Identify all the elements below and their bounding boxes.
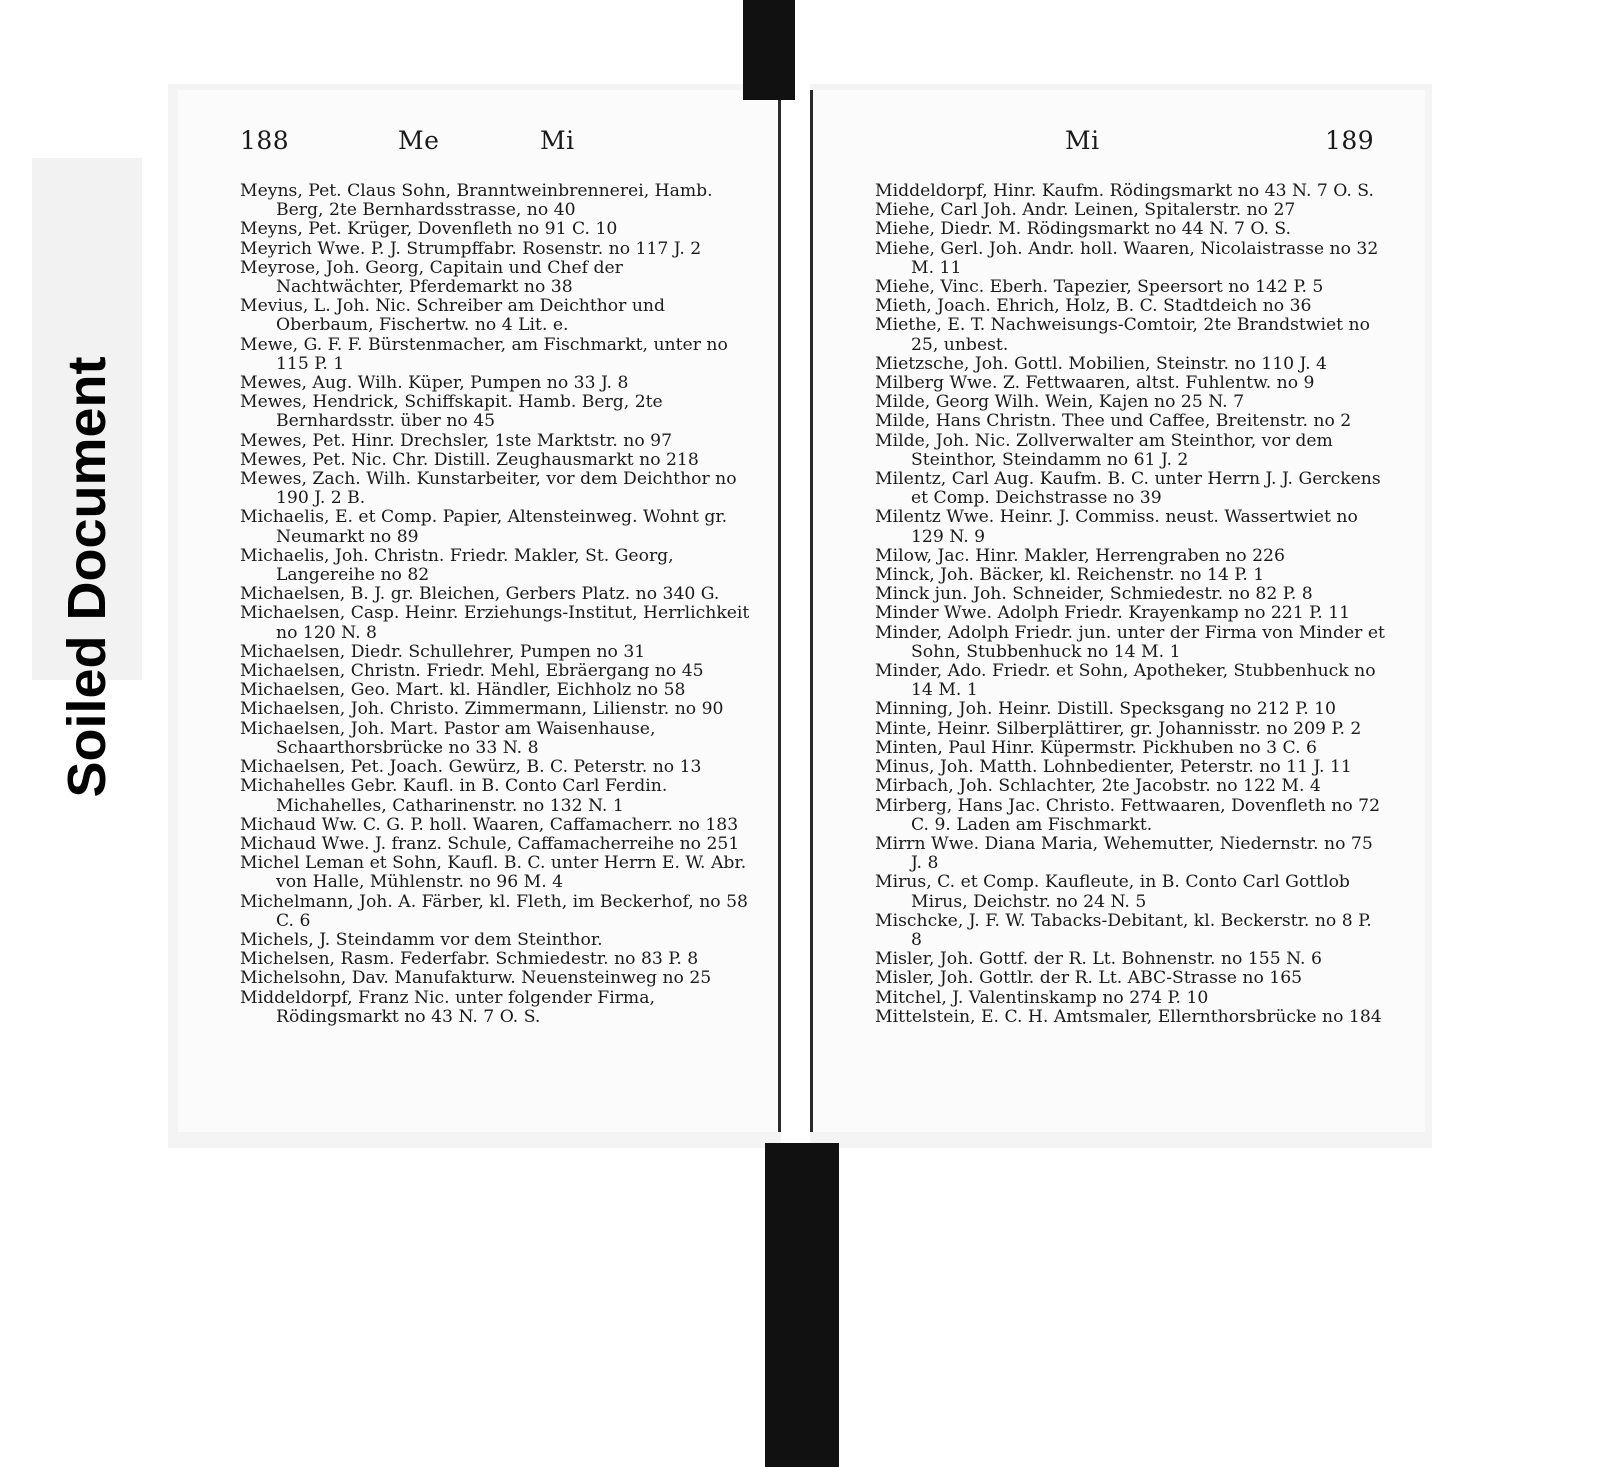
directory-entry: Mirrn Wwe. Diana Maria, Wehemutter, Niedernstr. no 75 J. 8: [875, 833, 1373, 874]
directory-entry: Milberg Wwe. Z. Fettwaaren, altst. Fuhlentw. no 9: [875, 373, 1315, 394]
right-header-mi: Mi: [1065, 126, 1100, 155]
open-book-scan: [168, 84, 1432, 1148]
directory-entry: Mirus, C. et Comp. Kaufleute, in B. Conto Carl Gottlob Mirus, Deichstr. no 24 N. 5: [875, 872, 1350, 912]
directory-entry: Michaud Wwe. J. franz. Schule, Caffamacherreihe no 251: [240, 833, 740, 854]
directory-entry: Michel Leman et Sohn, Kaufl. B. C. unter Herrn E. W. Abr. von Halle, Mühlenstr. no 96 M. 4: [240, 853, 747, 893]
directory-entry: Michaelsen, Pet. Joach. Gewürz, B. C. Peterstr. no 13: [240, 757, 702, 778]
directory-entry: Meyns, Pet. Claus Sohn, Branntweinbrennerei, Hamb. Berg, 2te Bernhardsstrasse, no 40: [240, 181, 713, 221]
directory-entry: Minder, Adolph Friedr. jun. unter der Firma von Minder et Sohn, Stubbenhuck no 14 M. 1: [875, 622, 1385, 662]
right-entry-list: [875, 182, 1385, 1027]
directory-entry: Misler, Joh. Gottlr. der R. Lt. ABC-Strasse no 165: [875, 968, 1303, 989]
directory-entry: Minder, Ado. Friedr. et Sohn, Apotheker, Stubbenhuck no 14 M. 1: [875, 661, 1376, 701]
directory-entry: Mietzsche, Joh. Gottl. Mobilien, Steinstr. no 110 J. 4: [875, 353, 1327, 374]
directory-entry: Middeldorpf, Hinr. Kaufm. Rödingsmarkt no 43 N. 7 O. S.: [875, 181, 1374, 201]
directory-entry: Minten, Paul Hinr. Küpermstr. Pickhuben no 3 C. 6: [875, 737, 1317, 758]
directory-entry: Miehe, Vinc. Eberh. Tapezier, Speersort no 142 P. 5: [875, 277, 1324, 298]
directory-entry: Meyrose, Joh. Georg, Capitain und Chef der Nachtwächter, Pferdemarkt no 38: [240, 257, 623, 298]
directory-entry: Minck jun. Joh. Schneider, Schmiedestr. no 82 P. 8: [875, 584, 1313, 605]
directory-entry: Michaelsen, B. J. gr. Bleichen, Gerbers Platz. no 340 G.: [240, 584, 720, 605]
directory-entry: Mewes, Pet. Nic. Chr. Distill. Zeughausmarkt no 218: [240, 449, 699, 470]
directory-entry: Mieth, Joach. Ehrich, Holz, B. C. Stadtdeich no 36: [875, 296, 1312, 317]
binding-strip-bottom: [765, 1143, 839, 1467]
directory-entry: Milde, Georg Wilh. Wein, Kajen no 25 N. 7: [875, 392, 1245, 413]
directory-entry: Michaelsen, Geo. Mart. kl. Händler, Eichholz no 58: [240, 680, 686, 701]
directory-entry: Miehe, Gerl. Joh. Andr. holl. Waaren, Nicolaistrasse no 32 M. 11: [875, 238, 1379, 278]
left-page-number: 188: [240, 126, 290, 155]
directory-entry: Mevius, L. Joh. Nic. Schreiber am Deichthor und Oberbaum, Fischertw. no 4 Lit. e.: [240, 296, 665, 336]
left-page: [178, 90, 781, 1132]
left-header-me: Me: [398, 126, 440, 155]
directory-entry: Mirbach, Joh. Schlachter, 2te Jacobstr. no 122 M. 4: [875, 776, 1321, 797]
directory-entry: Middeldorpf, Franz Nic. unter folgender Firma, Rödingsmarkt no 43 N. 7 O. S.: [240, 987, 655, 1027]
directory-entry: Mirberg, Hans Jac. Christo. Fettwaaren, Dovenfleth no 72 C. 9. Laden am Fischmarkt.: [875, 795, 1381, 835]
right-page: [810, 90, 1425, 1132]
stamp-label: Soiled Document: [57, 356, 117, 798]
book-gutter: [781, 84, 810, 1148]
directory-entry: Mitchel, J. Valentinskamp no 274 P. 10: [875, 987, 1209, 1008]
directory-entry: Meyns, Pet. Krüger, Dovenfleth no 91 C. 10: [240, 219, 618, 240]
directory-entry: Minning, Joh. Heinr. Distill. Specksgang no 212 P. 10: [875, 699, 1336, 720]
directory-entry: Milentz, Carl Aug. Kaufm. B. C. unter Herrn J. J. Gerckens et Comp. Deichstrasse no 39: [875, 469, 1381, 509]
directory-entry: Milentz Wwe. Heinr. J. Commiss. neust. Wassertwiet no 129 N. 9: [875, 507, 1358, 547]
directory-entry: Minck, Joh. Bäcker, kl. Reichenstr. no 14 P. 1: [875, 565, 1265, 586]
directory-entry: Michelsohn, Dav. Manufakturw. Neuensteinweg no 25: [240, 968, 712, 989]
directory-entry: Mewes, Aug. Wilh. Küper, Pumpen no 33 J. 8: [240, 373, 629, 394]
directory-entry: Minte, Heinr. Silberplättirer, gr. Johannisstr. no 209 P. 2: [875, 718, 1362, 739]
directory-entry: Mewes, Hendrick, Schiffskapit. Hamb. Berg, 2te Bernhardsstr. über no 45: [240, 392, 663, 432]
left-entry-list: [240, 182, 750, 1027]
directory-entry: Michaelis, Joh. Christn. Friedr. Makler, St. Georg, Langereihe no 82: [240, 545, 674, 586]
directory-entry: Michels, J. Steindamm vor dem Steinthor.: [240, 929, 603, 950]
directory-entry: Mewes, Pet. Hinr. Drechsler, 1ste Marktstr. no 97: [240, 430, 673, 451]
directory-entry: Michelsen, Rasm. Federfabr. Schmiedestr. no 83 P. 8: [240, 949, 699, 970]
directory-entry: Mewe, G. F. F. Bürstenmacher, am Fischmarkt, unter no 115 P. 1: [240, 334, 728, 374]
directory-entry: Minder Wwe. Adolph Friedr. Krayenkamp no 221 P. 11: [875, 603, 1351, 624]
directory-entry: Mewes, Zach. Wilh. Kunstarbeiter, vor dem Deichthor no 190 J. 2 B.: [240, 469, 737, 509]
directory-entry: Michaud Ww. C. G. P. holl. Waaren, Caffamacherr. no 183: [240, 814, 739, 835]
directory-entry: Michaelsen, Casp. Heinr. Erziehungs-Institut, Herrlichkeit no 120 N. 8: [240, 603, 750, 643]
directory-entry: Mischcke, J. F. W. Tabacks-Debitant, kl. Beckerstr. no 8 P. 8: [875, 910, 1372, 950]
directory-entry: Milde, Joh. Nic. Zollverwalter am Steinthor, vor dem Steinthor, Steindamm no 61 J. 2: [875, 430, 1333, 470]
directory-entry: Mittelstein, E. C. H. Amtsmaler, Ellernthorsbrücke no 184: [875, 1006, 1382, 1027]
left-header-mi: Mi: [540, 126, 575, 155]
directory-entry: Milow, Jac. Hinr. Makler, Herrengraben no 226: [875, 545, 1285, 566]
directory-entry: Miethe, E. T. Nachweisungs-Comtoir, 2te Brandstwiet no 25, unbest.: [875, 315, 1370, 355]
directory-entry: Miehe, Diedr. M. Rödingsmarkt no 44 N. 7 O. S.: [875, 219, 1292, 240]
directory-entry: Michaelsen, Joh. Mart. Pastor am Waisenhause, Schaarthorsbrücke no 33 N. 8: [240, 718, 656, 758]
directory-entry: Misler, Joh. Gottf. der R. Lt. Bohnenstr. no 155 N. 6: [875, 949, 1322, 970]
right-page-number: 189: [1325, 126, 1375, 155]
directory-entry: Michaelsen, Joh. Christo. Zimmermann, Lilienstr. no 90: [240, 699, 724, 720]
directory-entry: Milde, Hans Christn. Thee und Caffee, Breitenstr. no 2: [875, 411, 1352, 432]
directory-entry: Michaelsen, Christn. Friedr. Mehl, Ebräergang no 45: [240, 661, 704, 682]
directory-entry: Michaelsen, Diedr. Schullehrer, Pumpen no 31: [240, 641, 646, 662]
directory-entry: Michelmann, Joh. A. Färber, kl. Fleth, im Beckerhof, no 58 C. 6: [240, 891, 748, 931]
binding-strip-top: [743, 0, 795, 100]
soiled-document-stamp: [32, 158, 142, 798]
directory-entry: Minus, Joh. Matth. Lohnbedienter, Peterstr. no 11 J. 11: [875, 757, 1352, 778]
directory-entry: Michaelis, E. et Comp. Papier, Altensteinweg. Wohnt gr. Neumarkt no 89: [240, 507, 728, 547]
directory-entry: Michahelles Gebr. Kaufl. in B. Conto Carl Ferdin. Michahelles, Catharinenstr. no 132 N. 1: [240, 776, 668, 816]
directory-entry: Meyrich Wwe. P. J. Strumpffabr. Rosenstr. no 117 J. 2: [240, 238, 702, 259]
directory-entry: Miehe, Carl Joh. Andr. Leinen, Spitalerstr. no 27: [875, 200, 1296, 221]
